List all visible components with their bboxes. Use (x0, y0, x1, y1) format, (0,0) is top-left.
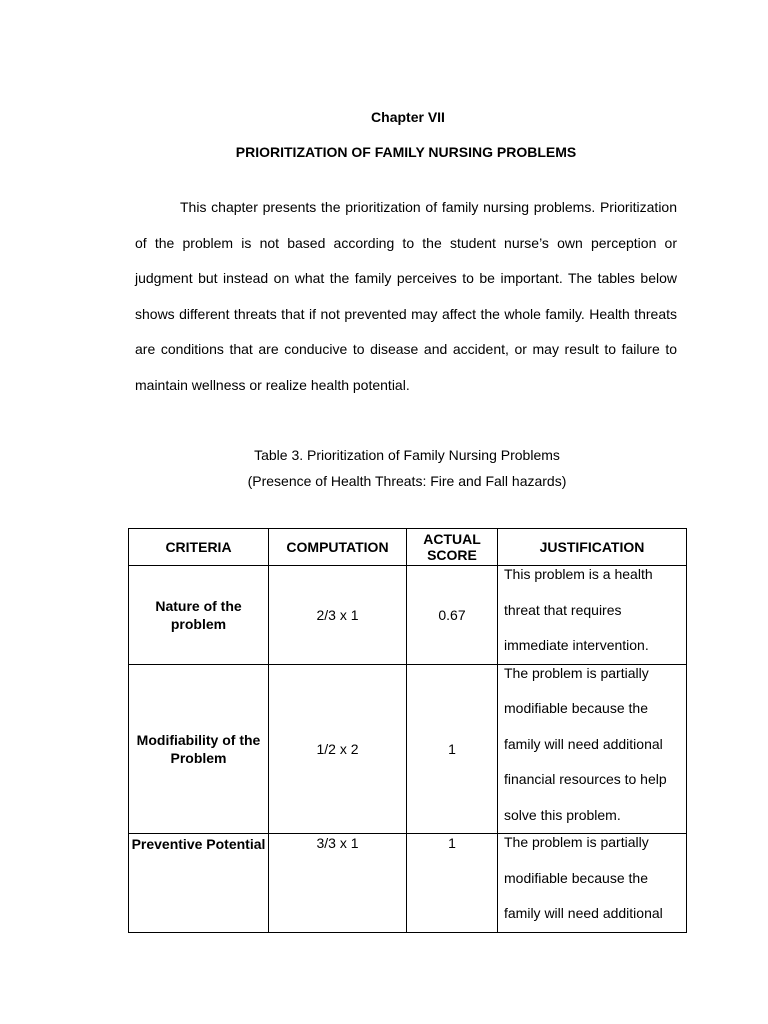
criteria-cell: Nature of the problem (129, 566, 269, 665)
table-caption: Table 3. Prioritization of Family Nursing Problems (254, 447, 560, 463)
header-criteria: CRITERIA (129, 529, 269, 566)
chapter-label: Chapter VII (371, 109, 445, 125)
justification-cell (498, 664, 687, 834)
computation-cell: 2/3 x 1 (269, 566, 407, 665)
justification-text: The problem is partially modifiable because the family will need additional (504, 834, 663, 921)
justification-text: The problem is partially modifiable because the family will need additional financial resources to help solve this problem. (504, 664, 667, 823)
computation-cell: 3/3 x 1 (269, 834, 407, 933)
justification-cell (498, 834, 687, 933)
score-cell: 0.67 (407, 566, 498, 665)
header-actual-score: ACTUAL SCORE (407, 529, 498, 566)
table-row (129, 664, 687, 834)
criteria-cell: Modifiability of the Problem (129, 664, 269, 834)
score-cell: 1 (407, 834, 498, 933)
table-header-row (129, 529, 687, 566)
table-caption-subtitle: (Presence of Health Threats: Fire and Fall hazards) (247, 473, 567, 489)
header-computation: COMPUTATION (269, 529, 407, 566)
intro-paragraph: This chapter presents the prioritization of family nursing problems. Prioritization of the problem is not based according to the student nurse’s own perception or judgment but instead on what the family perceives to be important. The tables below shows different threats that if not prevented may affect the whole family. Health threats are conditions that are conducive to disease and accident, or may result to failure to maintain wellness or realize health potential. (135, 199, 677, 393)
score-cell: 1 (407, 664, 498, 834)
chapter-title: PRIORITIZATION OF FAMILY NURSING PROBLEMS (235, 144, 577, 160)
table-row (129, 566, 687, 665)
table-row (129, 834, 687, 933)
justification-text: This problem is a health threat that requires immediate intervention. (504, 566, 653, 653)
header-justification: JUSTIFICATION (498, 529, 687, 566)
criteria-cell: Preventive Potential (129, 834, 269, 933)
computation-cell: 1/2 x 2 (269, 664, 407, 834)
justification-cell (498, 566, 687, 665)
prioritization-table (128, 528, 687, 933)
